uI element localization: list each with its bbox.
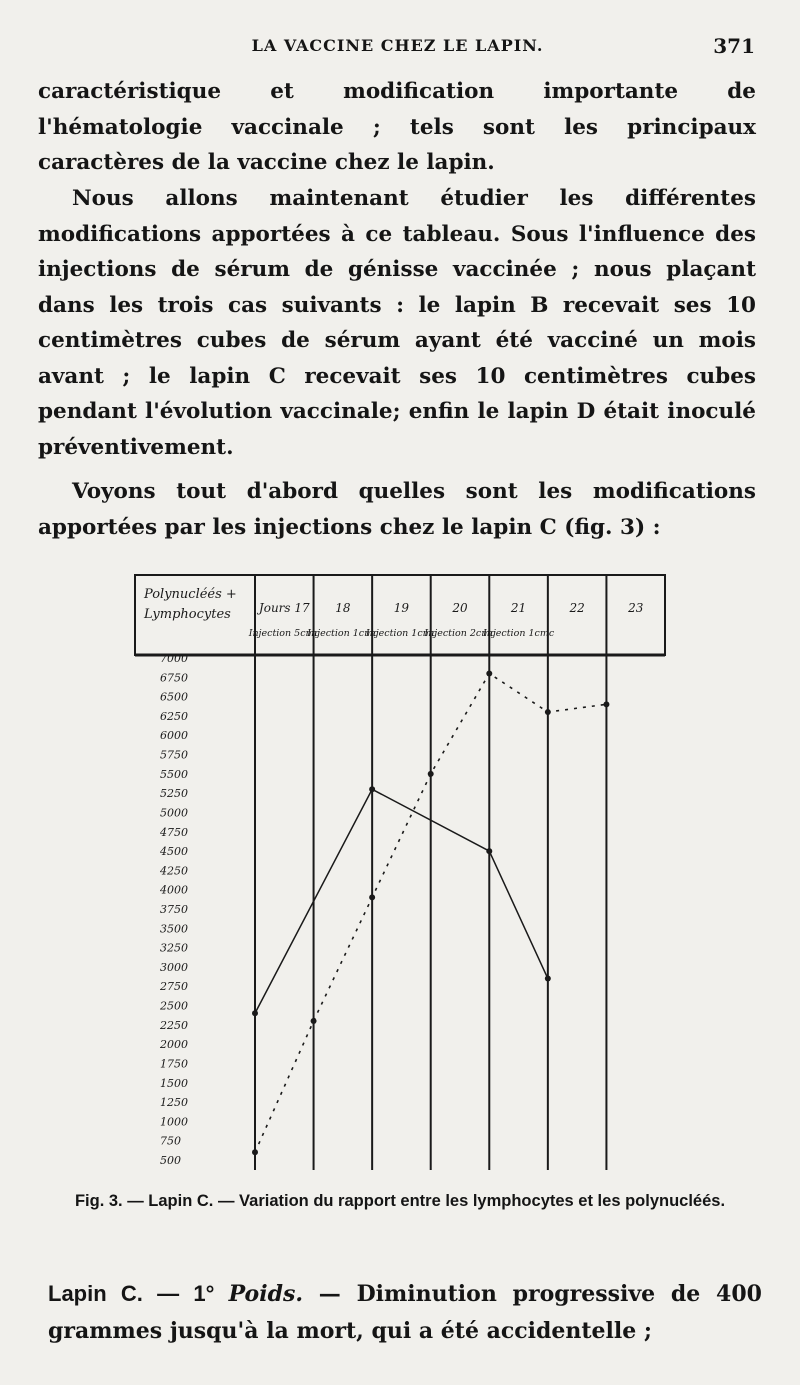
paragraph-4-rest: — Diminution progressive de 400 grammes jusqu'à la mort, qui a été accidentelle ; <box>48 1281 762 1344</box>
page-header <box>40 36 755 60</box>
column-injection-label: Injection 1cmc <box>307 628 379 639</box>
y-tick-label: 3500 <box>160 922 188 936</box>
corner-label-polynuclees: Polynucléés + <box>144 587 237 602</box>
column-day-label: 21 <box>510 601 527 615</box>
column-day-label: 19 <box>393 601 410 615</box>
data-point <box>428 771 434 777</box>
y-tick-label: 4250 <box>160 864 188 878</box>
paragraph-4-lead: Lapin C. — 1° <box>48 1281 229 1306</box>
y-tick-label: 5500 <box>160 767 188 781</box>
y-tick-label: 2750 <box>160 980 188 994</box>
figure-3 <box>130 570 670 1180</box>
data-point <box>369 894 375 900</box>
y-tick-label: 3250 <box>160 941 188 955</box>
data-point <box>369 786 375 792</box>
y-tick-label: 5250 <box>160 787 188 801</box>
chart-header-labels <box>143 587 644 639</box>
paragraph-2: Nous allons maintenant étudier les différentes modifications apportées à ce tableau. Sous l'influence des injections de sérum de génisse vaccinée ; nous plaçant dans les trois cas suivants : le lapin B recevait ses 10 centimètres cubes de sérum ayant été vacciné un mois avant ; le lapin C recevait ses 10 centimètres cubes pendant l'évolution vaccinale; enfin le lapin D était inoculé préventivement. <box>38 186 756 460</box>
y-tick-label: 1750 <box>160 1057 188 1071</box>
data-point <box>486 848 492 854</box>
column-day-label: 20 <box>452 601 468 615</box>
y-tick-label: 6750 <box>160 671 188 685</box>
y-tick-label: 7000 <box>160 652 188 665</box>
series-solid-line <box>255 789 548 1013</box>
paragraph-4 <box>48 1275 762 1350</box>
column-injection-label: Injection 1cmc <box>365 628 438 639</box>
data-point <box>545 976 551 982</box>
column-injection-label: Injection 5cmc <box>248 628 320 639</box>
data-point <box>252 1149 258 1155</box>
column-day-label: Jours 17 <box>258 601 310 615</box>
y-tick-label: 2500 <box>160 999 188 1013</box>
data-point <box>486 670 492 676</box>
chart-y-ticks <box>159 652 188 1167</box>
data-point <box>545 709 551 715</box>
y-tick-label: 2000 <box>160 1038 188 1052</box>
y-tick-label: 2250 <box>160 1018 188 1032</box>
y-tick-label: 500 <box>160 1154 181 1167</box>
corner-label-lymphocytes: Lymphocytes <box>144 607 231 622</box>
y-tick-label: 3000 <box>160 960 188 974</box>
y-tick-label: 5000 <box>160 806 188 820</box>
page-number: 371 <box>713 34 755 58</box>
lymphocyte-chart <box>130 570 670 1180</box>
y-tick-label: 4000 <box>160 883 188 897</box>
y-tick-label: 750 <box>160 1134 181 1148</box>
figure-caption: Fig. 3. — Lapin C. — Variation du rapport entre les lymphocytes et les polynucléés. <box>74 1192 726 1210</box>
y-tick-label: 4500 <box>160 845 188 859</box>
y-tick-label: 3750 <box>160 903 188 916</box>
y-tick-label: 4750 <box>160 825 188 839</box>
paragraph-1: caractéristique et modification importante de l'hématologie vaccinale ; tels sont les principaux caractères de la vaccine chez le lapin. <box>38 79 756 175</box>
column-day-label: 23 <box>628 601 644 615</box>
paragraph-4-term: Poids. <box>228 1281 304 1307</box>
column-day-label: 18 <box>335 601 351 615</box>
data-point <box>603 701 609 707</box>
y-tick-label: 6250 <box>160 709 188 723</box>
y-tick-label: 5750 <box>160 748 188 762</box>
column-injection-label: Injection 2cmc <box>424 628 496 639</box>
column-injection-label: Injection 1cmc <box>482 628 555 639</box>
column-day-label: 22 <box>569 601 585 615</box>
running-title: LA VACCINE CHEZ LE LAPIN. <box>251 36 544 55</box>
data-point <box>252 1010 258 1016</box>
y-tick-label: 1000 <box>160 1115 188 1129</box>
paragraph-3: Voyons tout d'abord quelles sont les modifications apportées par les injections chez le lapin C (fig. 3) : <box>38 479 756 540</box>
y-tick-label: 1250 <box>160 1096 188 1110</box>
y-tick-label: 6500 <box>160 690 188 704</box>
data-point <box>311 1018 317 1024</box>
chart-grid <box>135 575 665 1170</box>
y-tick-label: 6000 <box>160 729 188 743</box>
y-tick-label: 1500 <box>160 1076 188 1090</box>
